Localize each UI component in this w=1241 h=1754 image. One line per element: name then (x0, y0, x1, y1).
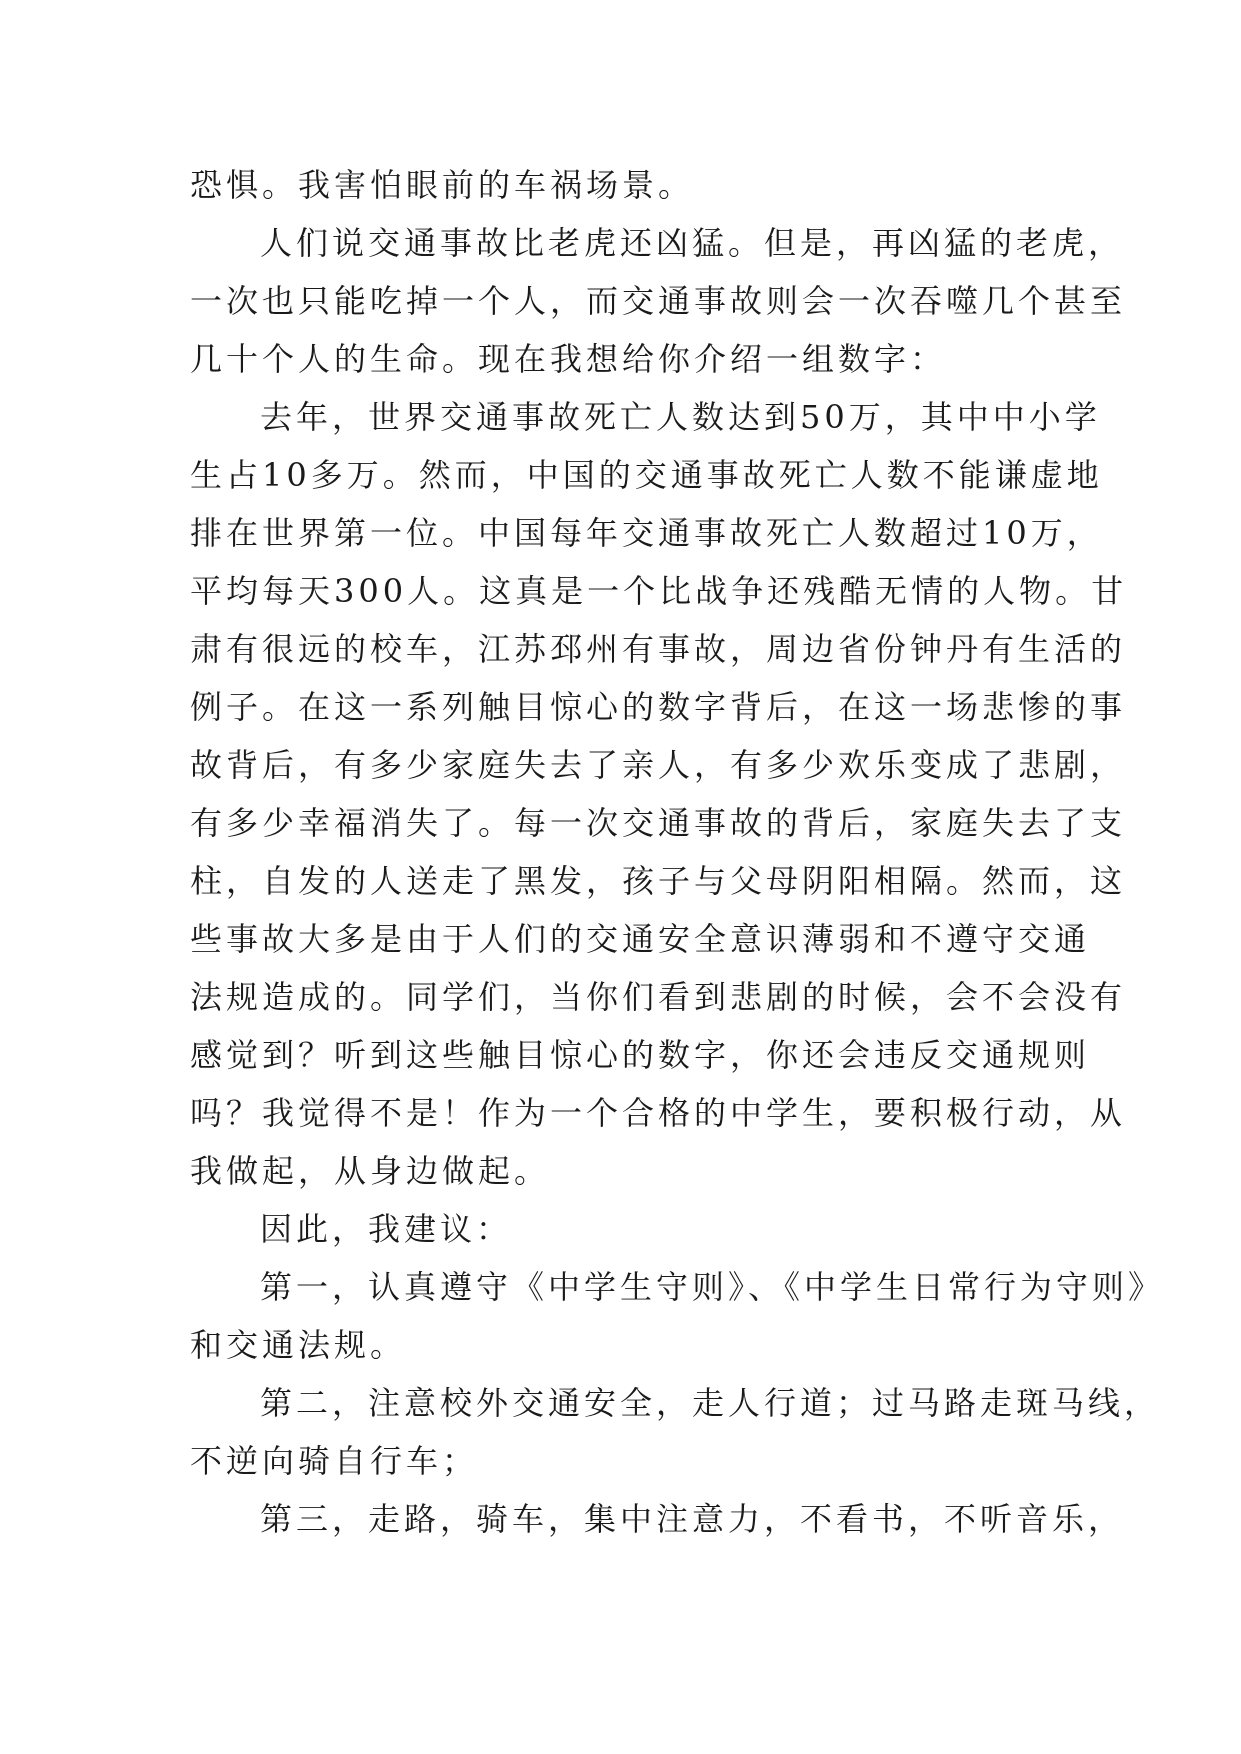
paragraph-4 (190, 1200, 1060, 1258)
paragraph-1 (190, 156, 1060, 214)
paragraph-6 (190, 1374, 1161, 1490)
document-body (190, 156, 1165, 1548)
text-line: 肃有很远的校车，江苏邳州有事故，周边省份钟丹有生活的 (190, 630, 1127, 668)
text-line: 第一，认真遵守《中学生守则》、《中学生日常行为守则》 (260, 1268, 1165, 1306)
text-line: 因此，我建议： (260, 1210, 513, 1248)
text-line: 排在世界第一位。中国每年交通事故死亡人数超过10万， (190, 514, 1103, 552)
text-line: 柱，自发的人送走了黑发，孩子与父母阴阳相隔。然而，这 (190, 862, 1127, 900)
text-line: 和交通法规。 (190, 1326, 407, 1364)
text-line: 些事故大多是由于人们的交通安全意识薄弱和不遵守交通 (190, 920, 1091, 958)
text-line: 去年，世界交通事故死亡人数达到50万，其中中小学 (260, 398, 1101, 436)
text-line: 人们说交通事故比老虎还凶猛。但是，再凶猛的老虎， (260, 224, 1125, 262)
text-line: 第二，注意校外交通安全，走人行道；过马路走斑马线， (260, 1384, 1161, 1422)
paragraph-5 (190, 1258, 1165, 1374)
text-line: 平均每天300人。这真是一个比战争还残酷无情的人物。甘 (190, 572, 1128, 610)
text-line: 不逆向骑自行车； (190, 1442, 479, 1480)
text-line: 故背后，有多少家庭失去了亲人，有多少欢乐变成了悲剧， (190, 746, 1127, 784)
text-line: 有多少幸福消失了。每一次交通事故的背后，家庭失去了支 (190, 804, 1127, 842)
text-line: 我做起，从身边做起。 (190, 1152, 551, 1190)
text-line: 第三，走路，骑车，集中注意力，不看书，不听音乐， (260, 1500, 1125, 1538)
text-line: 几十个人的生命。现在我想给你介绍一组数字： (190, 340, 947, 378)
paragraph-2 (190, 214, 1127, 388)
text-line: 吗？我觉得不是！作为一个合格的中学生，要积极行动，从 (190, 1094, 1127, 1132)
text-line: 例子。在这一系列触目惊心的数字背后，在这一场悲惨的事 (190, 688, 1127, 726)
text-line: 法规造成的。同学们，当你们看到悲剧的时候，会不会没有 (190, 978, 1127, 1016)
text-line: 生占10多万。然而，中国的交通事故死亡人数不能谦虚地 (190, 456, 1103, 494)
text-line: 一次也只能吃掉一个人，而交通事故则会一次吞噬几个甚至 (190, 282, 1127, 320)
text-line: 恐惧。我害怕眼前的车祸场景。 (190, 166, 695, 204)
paragraph-3 (190, 388, 1128, 1200)
text-line: 感觉到？听到这些触目惊心的数字，你还会违反交通规则 (190, 1036, 1091, 1074)
paragraph-7 (190, 1490, 1125, 1548)
